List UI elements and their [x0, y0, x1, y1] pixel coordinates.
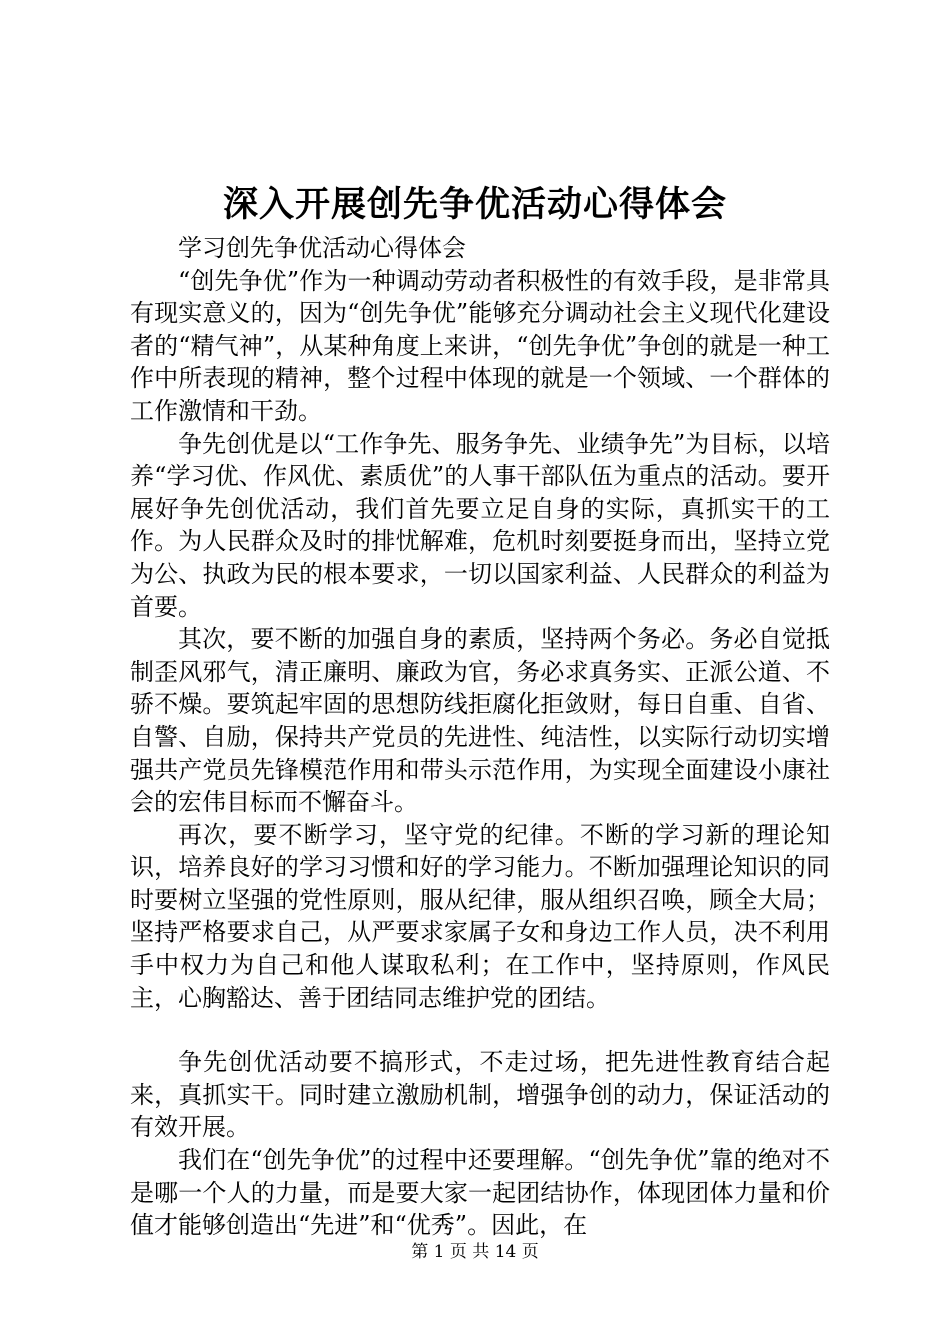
- paragraph-5: 争先创优活动要不搞形式，不走过场，把先进性教育结合起来，真抓实干。同时建立激励机制，增强争创的动力，保证活动的有效开展。: [130, 1048, 830, 1142]
- document-body: [130, 232, 830, 1242]
- paragraph-4: 再次，要不断学习，坚守党的纪律。不断的学习新的理论知识，培养良好的学习习惯和好的学习能力。不断加强理论知识的同时要树立坚强的党性原则，服从纪律，服从组织召唤，顾全大局；坚持严格要求自己，从严要求家属子女和身边工作人员，决不利用手中权力为自己和他人谋取私利；在工作中，坚持原则，作风民主，心胸豁达、善于团结同志维护党的团结。: [130, 820, 830, 1012]
- paragraph-6: 我们在“创先争优”的过程中还要理解。“创先争优”靠的绝对不是哪一个人的力量，而是要大家一起团结协作，体现团体力量和价值才能够创造出“先进”和“优秀”。因此，在: [130, 1146, 830, 1240]
- page-footer: 第 1 页 共 14 页: [411, 1242, 539, 1262]
- document-title: 深入开展创先争优活动心得体会: [222, 184, 727, 225]
- document-subtitle: 学习创先争优活动心得体会: [178, 234, 466, 262]
- paragraph-1: “创先争优”作为一种调动劳动者积极性的有效手段，是非常具有现实意义的，因为“创先争优”能够充分调动社会主义现代化建设者的“精气神”，从某种角度上来讲，“创先争优”争创的就是一种工作中所表现的精神，整个过程中体现的就是一个领域、一个群体的工作激情和干劲。: [130, 266, 830, 425]
- paragraph-3: 其次，要不断的加强自身的素质，坚持两个务必。务必自觉抵制歪风邪气，清正廉明、廉政为官，务必求真务实、正派公道、不骄不燥。要筑起牢固的思想防线拒腐化拒敛财，每日自重、自省、自警、自励，保持共产党员的先进性、纯洁性，以实际行动切实增强共产党员先锋模范作用和带头示范作用，为实现全面建设小康社会的宏伟目标而不懈奋斗。: [130, 625, 830, 817]
- paragraph-2: 争先创优是以“工作争先、服务争先、业绩争先”为目标，以培养“学习优、作风优、素质优”的人事干部队伍为重点的活动。要开展好争先创优活动，我们首先要立足自身的实际，真抓实干的工作。为人民群众及时的排忧解难，危机时刻要挺身而出，坚持立党为公、执政为民的根本要求，一切以国家利益、人民群众的利益为首要。: [130, 429, 830, 621]
